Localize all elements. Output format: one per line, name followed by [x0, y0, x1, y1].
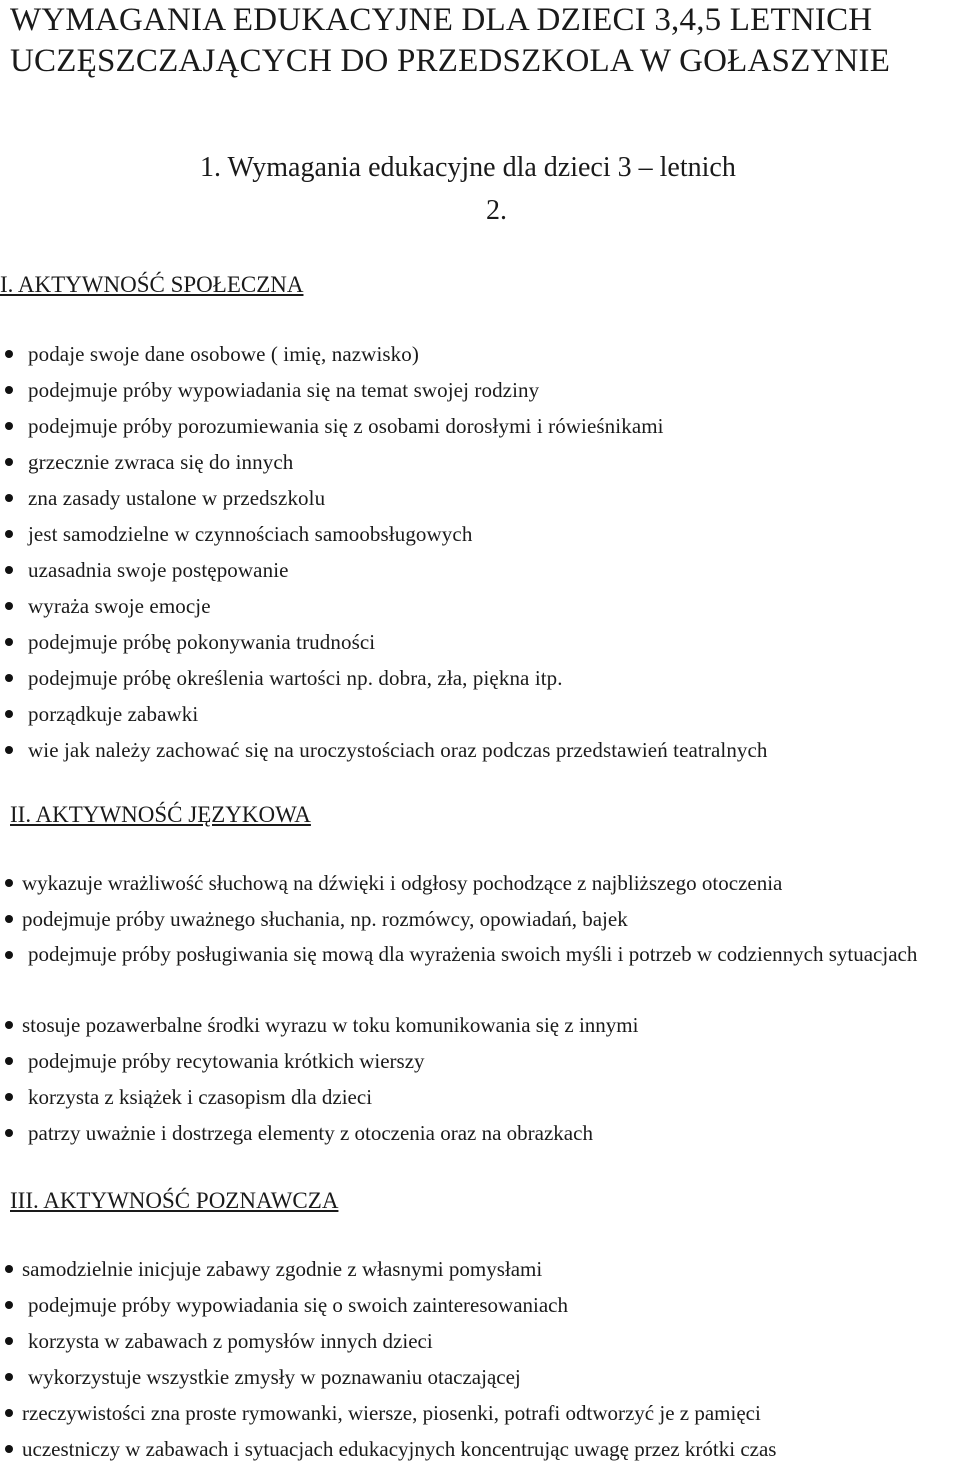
bullet-icon: [5, 530, 13, 538]
bullet-icon: [5, 494, 13, 502]
bullet-icon: [5, 566, 13, 574]
bullet-icon: [5, 350, 13, 358]
subheading-number-2: 2.: [486, 195, 507, 226]
bullet-icon: [5, 951, 13, 959]
bullet-icon: [5, 1445, 13, 1453]
bullet-icon: [5, 1021, 13, 1029]
section-heading-language: II. AKTYWNOŚĆ JĘZYKOWA: [10, 802, 311, 827]
bullet-icon: [5, 458, 13, 466]
bullet-icon: [5, 1409, 13, 1417]
bullet-icon: [5, 602, 13, 610]
bullet-icon: [5, 746, 13, 754]
bullet-icon: [5, 1301, 13, 1309]
bullet-icon: [5, 1129, 13, 1137]
document-title: WYMAGANIA EDUKACYJNE DLA DZIECI 3,4,5 LETNICH UCZĘSZCZAJĄCYCH DO PRZEDSZKOLA W GOŁASZYNIE: [10, 2, 891, 79]
bullet-icon: [5, 1265, 13, 1273]
bullet-icon: [5, 422, 13, 430]
section-heading-social: I. AKTYWNOŚĆ SPOŁECZNA: [0, 272, 304, 297]
bullet-icon: [5, 879, 13, 887]
bullet-icon: [5, 1373, 13, 1381]
subheading-age-3: 1. Wymagania edukacyjne dla dzieci 3 – letnich: [200, 152, 736, 183]
bullet-icon: [5, 638, 13, 646]
section-heading-cognitive: III. AKTYWNOŚĆ POZNAWCZA: [10, 1188, 339, 1213]
bullet-icon: [5, 1057, 13, 1065]
bullet-icon: [5, 710, 13, 718]
bullet-icon: [5, 386, 13, 394]
bullet-icon: [5, 674, 13, 682]
bullet-icon: [5, 915, 13, 923]
bullet-icon: [5, 1093, 13, 1101]
bullet-icon: [5, 1337, 13, 1345]
